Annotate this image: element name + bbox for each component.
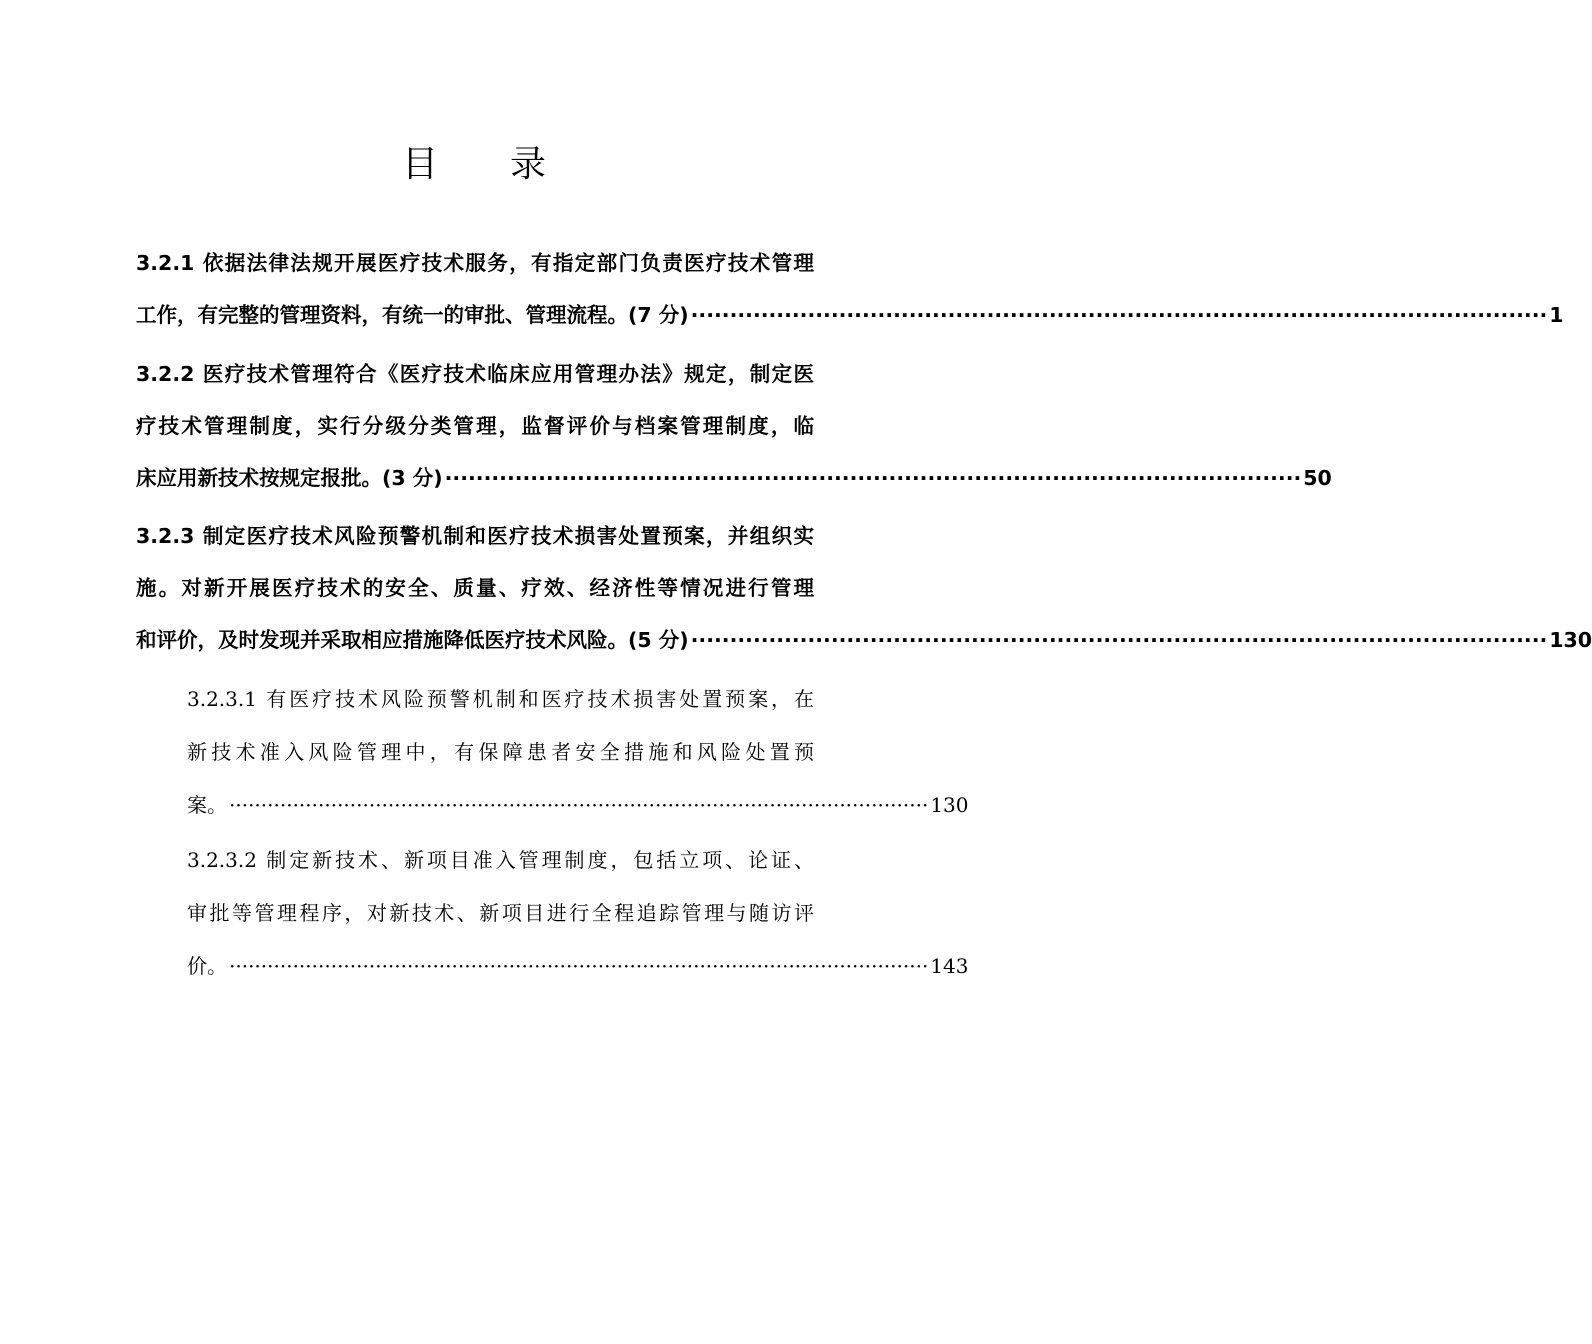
toc-entry-line: 床应用新技术按规定报批。(3 分): [136, 466, 443, 490]
toc-entry-3-2-3-2[interactable]: [187, 834, 969, 993]
toc-entry-line: 3.2.3 制定医疗技术风险预警机制和医疗技术损害处置预案，并组织实: [136, 524, 814, 548]
page-number: 1: [1549, 303, 1564, 327]
title-char-2: 录: [510, 144, 549, 185]
page-title: [0, 140, 950, 190]
page-number: 143: [930, 954, 969, 978]
toc-entry-line: 施。对新开展医疗技术的安全、质量、疗效、经济性等情况进行管理: [136, 576, 814, 600]
page-number: 50: [1303, 466, 1332, 490]
toc-entry-3-2-2[interactable]: [136, 348, 1332, 504]
toc-entry-line: 工作，有完整的管理资料，有统一的审批、管理流程。(7 分): [136, 303, 689, 327]
toc-entry-3-2-3[interactable]: [136, 510, 1592, 666]
toc-entry-last-line: [136, 452, 1332, 504]
toc-entry-line: 和评价，及时发现并采取相应措施降低医疗技术风险。(5 分): [136, 628, 689, 652]
toc-entry-line: 3.2.3.1 有医疗技术风险预警机制和医疗技术损害处置预案，在: [187, 687, 814, 711]
toc-entry-last-line: [136, 614, 1592, 666]
title-char-1: 目: [401, 144, 440, 185]
toc-entry-line: 疗技术管理制度，实行分级分类管理，监督评价与档案管理制度，临: [136, 414, 814, 438]
toc-entry-3-2-1[interactable]: [136, 237, 1564, 341]
dot-leader: ··············································································································: [229, 954, 929, 978]
dot-leader: ··············································································································: [690, 628, 1548, 652]
dot-leader: ··············································································································: [444, 466, 1302, 490]
toc-entry-last-line: [187, 940, 969, 993]
toc-entry-line: 案。: [187, 793, 227, 817]
toc-entry-line: 价。: [187, 954, 227, 978]
dot-leader: ··············································································································: [690, 303, 1548, 327]
page-number: 130: [1549, 628, 1592, 652]
toc-entry-line: 审批等管理程序，对新技术、新项目进行全程追踪管理与随访评: [187, 901, 814, 925]
toc-entry-line: 3.2.2 医疗技术管理符合《医疗技术临床应用管理办法》规定，制定医: [136, 362, 814, 386]
dot-leader: ··············································································································: [229, 793, 929, 817]
page-number: 130: [930, 793, 969, 817]
toc-entry-line: 3.2.1 依据法律法规开展医疗技术服务，有指定部门负责医疗技术管理: [136, 251, 814, 275]
toc-entry-line: 新技术准入风险管理中，有保障患者安全措施和风险处置预: [187, 740, 814, 764]
toc-entry-3-2-3-1[interactable]: [187, 673, 969, 832]
toc-entry-last-line: [187, 779, 969, 832]
toc-entry-last-line: [136, 289, 1564, 341]
toc-entry-line: 3.2.3.2 制定新技术、新项目准入管理制度，包括立项、论证、: [187, 848, 814, 872]
